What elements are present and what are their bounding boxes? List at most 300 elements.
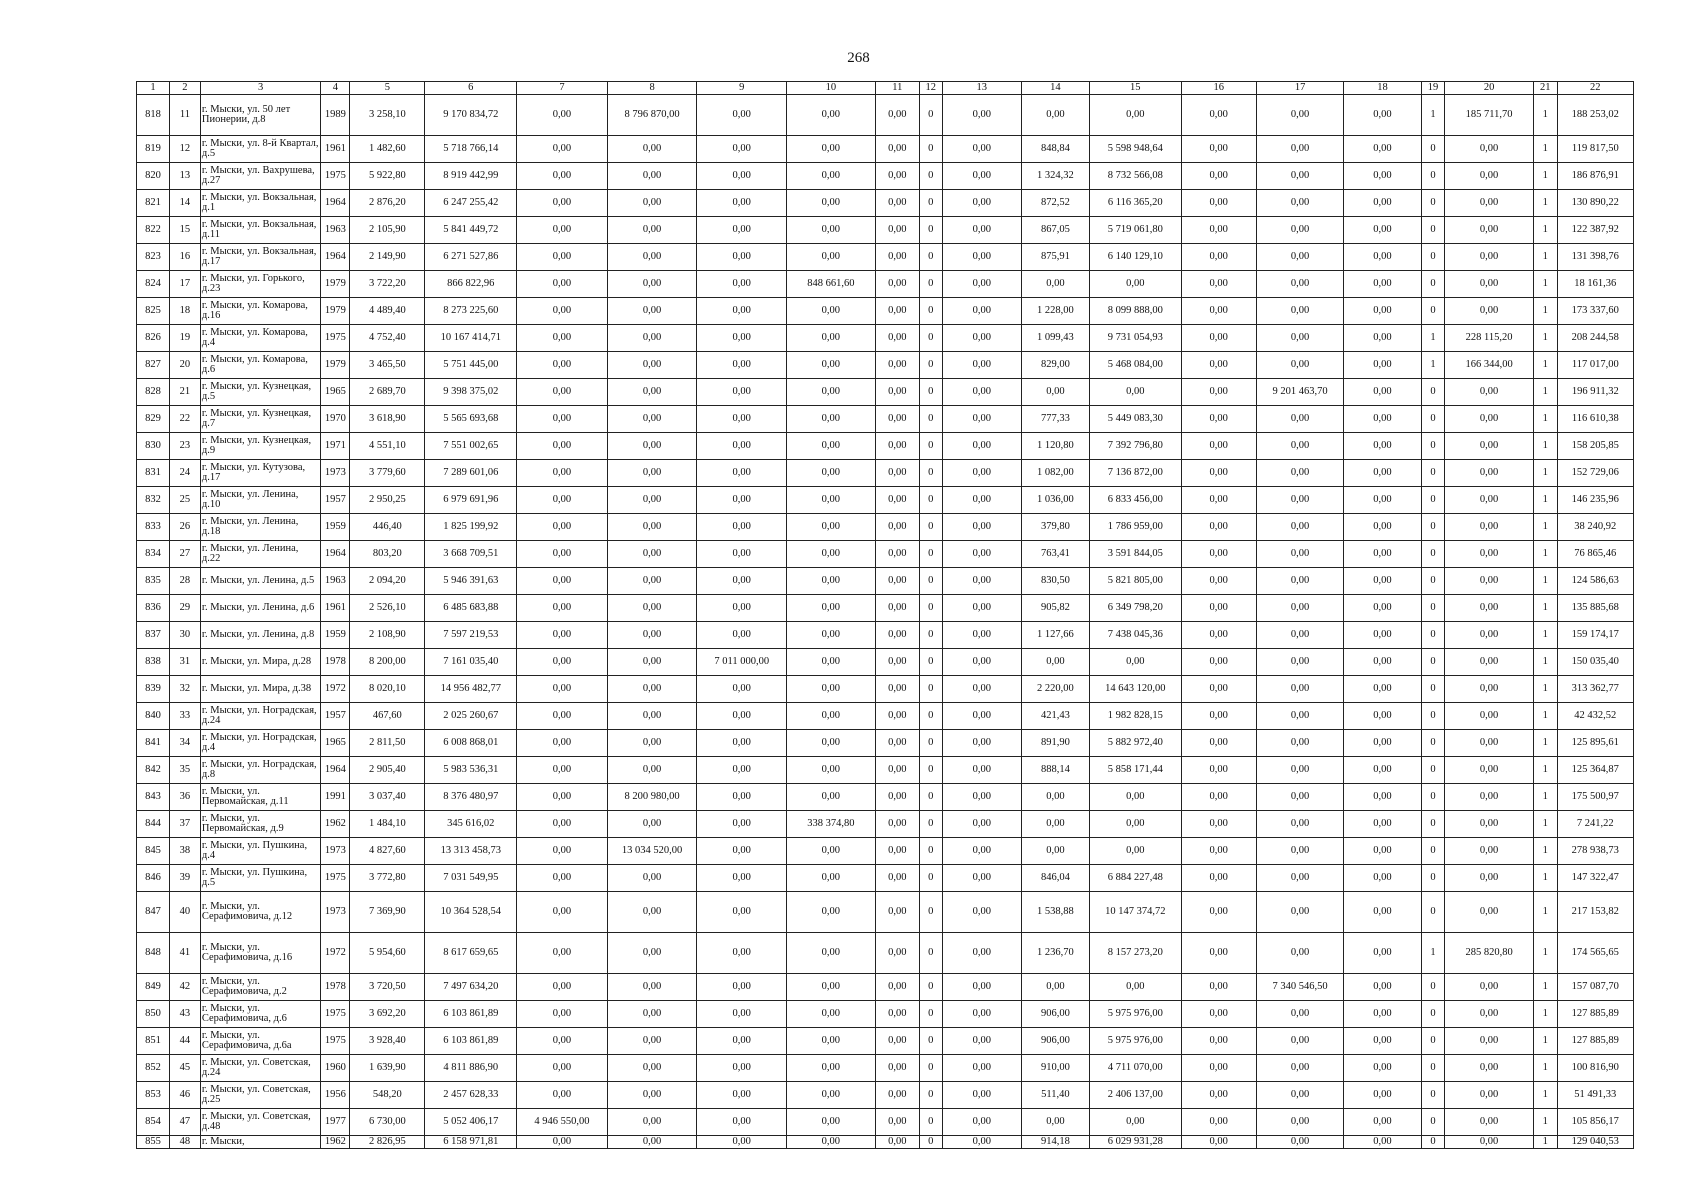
cell-col-16: 0,00 bbox=[1181, 433, 1256, 460]
cell-col-22: 158 205,85 bbox=[1557, 433, 1633, 460]
cell-col-1: 854 bbox=[137, 1109, 170, 1136]
cell-col-6: 6 103 861,89 bbox=[425, 1028, 517, 1055]
cell-col-2: 29 bbox=[169, 595, 200, 622]
cell-col-1: 836 bbox=[137, 595, 170, 622]
cell-col-22: 186 876,91 bbox=[1557, 163, 1633, 190]
cell-col-2: 26 bbox=[169, 514, 200, 541]
cell-col-22: 131 398,76 bbox=[1557, 244, 1633, 271]
cell-col-5: 3 037,40 bbox=[350, 784, 425, 811]
cell-col-12: 0 bbox=[919, 514, 942, 541]
cell-col-8: 0,00 bbox=[607, 460, 697, 487]
cell-col-10: 0,00 bbox=[787, 784, 876, 811]
cell-col-1: 835 bbox=[137, 568, 170, 595]
column-number-21: 21 bbox=[1533, 82, 1557, 95]
cell-col-20: 185 711,70 bbox=[1445, 95, 1534, 136]
cell-col-8: 0,00 bbox=[607, 974, 697, 1001]
table-row bbox=[137, 1055, 1634, 1082]
table-row bbox=[137, 95, 1634, 136]
cell-col-20: 0,00 bbox=[1445, 244, 1534, 271]
cell-col-19: 0 bbox=[1421, 676, 1445, 703]
cell-col-21: 1 bbox=[1533, 460, 1557, 487]
cell-col-15: 6 349 798,20 bbox=[1089, 595, 1181, 622]
cell-col-5: 2 526,10 bbox=[350, 595, 425, 622]
cell-col-12: 0 bbox=[919, 703, 942, 730]
cell-col-15: 3 591 844,05 bbox=[1089, 541, 1181, 568]
cell-col-9: 0,00 bbox=[697, 1028, 787, 1055]
cell-col-21: 1 bbox=[1533, 865, 1557, 892]
cell-col-21: 1 bbox=[1533, 1001, 1557, 1028]
cell-col-9: 0,00 bbox=[697, 271, 787, 298]
cell-col-4: 1956 bbox=[321, 1082, 350, 1109]
cell-col-15: 5 858 171,44 bbox=[1089, 757, 1181, 784]
cell-col-10: 0,00 bbox=[787, 595, 876, 622]
cell-col-18: 0,00 bbox=[1344, 1001, 1421, 1028]
cell-col-5: 1 484,10 bbox=[350, 811, 425, 838]
cell-col-13: 0,00 bbox=[942, 838, 1021, 865]
cell-col-6: 5 052 406,17 bbox=[425, 1109, 517, 1136]
cell-col-19: 0 bbox=[1421, 379, 1445, 406]
cell-col-15: 8 157 273,20 bbox=[1089, 933, 1181, 974]
cell-col-11: 0,00 bbox=[875, 974, 919, 1001]
cell-col-18: 0,00 bbox=[1344, 649, 1421, 676]
cell-col-13: 0,00 bbox=[942, 379, 1021, 406]
table-row bbox=[137, 487, 1634, 514]
column-number-16: 16 bbox=[1181, 82, 1256, 95]
cell-col-5: 2 149,90 bbox=[350, 244, 425, 271]
cell-col-21: 1 bbox=[1533, 730, 1557, 757]
cell-col-18: 0,00 bbox=[1344, 298, 1421, 325]
cell-col-8: 0,00 bbox=[607, 811, 697, 838]
cell-col-5: 2 094,20 bbox=[350, 568, 425, 595]
address-cell: г. Мыски, ул. Кузнецкая, д.5 bbox=[200, 379, 321, 406]
cell-col-16: 0,00 bbox=[1181, 933, 1256, 974]
table-row bbox=[137, 703, 1634, 730]
cell-col-21: 1 bbox=[1533, 271, 1557, 298]
cell-col-9: 0,00 bbox=[697, 244, 787, 271]
cell-col-17: 0,00 bbox=[1256, 1001, 1344, 1028]
cell-col-1: 851 bbox=[137, 1028, 170, 1055]
cell-col-9: 0,00 bbox=[697, 487, 787, 514]
cell-col-8: 0,00 bbox=[607, 298, 697, 325]
cell-col-10: 0,00 bbox=[787, 1001, 876, 1028]
cell-col-20: 0,00 bbox=[1445, 190, 1534, 217]
cell-col-5: 3 779,60 bbox=[350, 460, 425, 487]
cell-col-4: 1979 bbox=[321, 352, 350, 379]
column-number-2: 2 bbox=[169, 82, 200, 95]
cell-col-1: 852 bbox=[137, 1055, 170, 1082]
cell-col-12: 0 bbox=[919, 352, 942, 379]
cell-col-10: 0,00 bbox=[787, 217, 876, 244]
cell-col-7: 0,00 bbox=[517, 595, 608, 622]
cell-col-15: 6 029 931,28 bbox=[1089, 1136, 1181, 1149]
cell-col-17: 0,00 bbox=[1256, 487, 1344, 514]
cell-col-6: 6 008 868,01 bbox=[425, 730, 517, 757]
table-row bbox=[137, 892, 1634, 933]
cell-col-6: 7 597 219,53 bbox=[425, 622, 517, 649]
address-cell: г. Мыски, ул. Кузнецкая, д.7 bbox=[200, 406, 321, 433]
cell-col-13: 0,00 bbox=[942, 217, 1021, 244]
cell-col-22: 119 817,50 bbox=[1557, 136, 1633, 163]
cell-col-15: 7 438 045,36 bbox=[1089, 622, 1181, 649]
column-number-19: 19 bbox=[1421, 82, 1445, 95]
cell-col-13: 0,00 bbox=[942, 352, 1021, 379]
cell-col-17: 0,00 bbox=[1256, 568, 1344, 595]
cell-col-2: 41 bbox=[169, 933, 200, 974]
cell-col-16: 0,00 bbox=[1181, 352, 1256, 379]
cell-col-13: 0,00 bbox=[942, 1055, 1021, 1082]
cell-col-5: 4 551,10 bbox=[350, 433, 425, 460]
cell-col-16: 0,00 bbox=[1181, 784, 1256, 811]
cell-col-19: 0 bbox=[1421, 838, 1445, 865]
cell-col-2: 42 bbox=[169, 974, 200, 1001]
cell-col-20: 0,00 bbox=[1445, 514, 1534, 541]
cell-col-10: 0,00 bbox=[787, 649, 876, 676]
cell-col-12: 0 bbox=[919, 838, 942, 865]
cell-col-10: 0,00 bbox=[787, 1055, 876, 1082]
cell-col-6: 8 273 225,60 bbox=[425, 298, 517, 325]
cell-col-19: 0 bbox=[1421, 974, 1445, 1001]
cell-col-18: 0,00 bbox=[1344, 163, 1421, 190]
cell-col-5: 803,20 bbox=[350, 541, 425, 568]
table-row bbox=[137, 271, 1634, 298]
cell-col-11: 0,00 bbox=[875, 649, 919, 676]
cell-col-1: 841 bbox=[137, 730, 170, 757]
cell-col-12: 0 bbox=[919, 1028, 942, 1055]
cell-col-15: 9 731 054,93 bbox=[1089, 325, 1181, 352]
cell-col-5: 446,40 bbox=[350, 514, 425, 541]
cell-col-10: 338 374,80 bbox=[787, 811, 876, 838]
cell-col-2: 13 bbox=[169, 163, 200, 190]
address-cell: г. Мыски, ул. Горького, д.23 bbox=[200, 271, 321, 298]
cell-col-20: 166 344,00 bbox=[1445, 352, 1534, 379]
cell-col-11: 0,00 bbox=[875, 541, 919, 568]
cell-col-12: 0 bbox=[919, 568, 942, 595]
cell-col-7: 0,00 bbox=[517, 649, 608, 676]
cell-col-2: 21 bbox=[169, 379, 200, 406]
cell-col-1: 823 bbox=[137, 244, 170, 271]
cell-col-18: 0,00 bbox=[1344, 433, 1421, 460]
cell-col-22: 125 895,61 bbox=[1557, 730, 1633, 757]
cell-col-8: 0,00 bbox=[607, 406, 697, 433]
cell-col-20: 0,00 bbox=[1445, 649, 1534, 676]
cell-col-15: 0,00 bbox=[1089, 271, 1181, 298]
cell-col-5: 3 722,20 bbox=[350, 271, 425, 298]
cell-col-7: 0,00 bbox=[517, 487, 608, 514]
cell-col-18: 0,00 bbox=[1344, 352, 1421, 379]
cell-col-18: 0,00 bbox=[1344, 541, 1421, 568]
cell-col-2: 46 bbox=[169, 1082, 200, 1109]
cell-col-7: 0,00 bbox=[517, 379, 608, 406]
cell-col-10: 0,00 bbox=[787, 703, 876, 730]
cell-col-5: 467,60 bbox=[350, 703, 425, 730]
cell-col-21: 1 bbox=[1533, 1028, 1557, 1055]
cell-col-18: 0,00 bbox=[1344, 974, 1421, 1001]
cell-col-8: 0,00 bbox=[607, 703, 697, 730]
cell-col-15: 5 975 976,00 bbox=[1089, 1028, 1181, 1055]
cell-col-19: 0 bbox=[1421, 1001, 1445, 1028]
cell-col-21: 1 bbox=[1533, 298, 1557, 325]
cell-col-12: 0 bbox=[919, 190, 942, 217]
cell-col-22: 100 816,90 bbox=[1557, 1055, 1633, 1082]
cell-col-12: 0 bbox=[919, 622, 942, 649]
cell-col-2: 47 bbox=[169, 1109, 200, 1136]
address-cell: г. Мыски, ул. Серафимовича, д.16 bbox=[200, 933, 321, 974]
cell-col-7: 0,00 bbox=[517, 974, 608, 1001]
cell-col-15: 5 468 084,00 bbox=[1089, 352, 1181, 379]
cell-col-12: 0 bbox=[919, 933, 942, 974]
cell-col-8: 0,00 bbox=[607, 595, 697, 622]
cell-col-16: 0,00 bbox=[1181, 1082, 1256, 1109]
cell-col-12: 0 bbox=[919, 217, 942, 244]
cell-col-13: 0,00 bbox=[942, 298, 1021, 325]
cell-col-6: 2 025 260,67 bbox=[425, 703, 517, 730]
cell-col-9: 0,00 bbox=[697, 865, 787, 892]
cell-col-13: 0,00 bbox=[942, 649, 1021, 676]
cell-col-16: 0,00 bbox=[1181, 1001, 1256, 1028]
cell-col-13: 0,00 bbox=[942, 271, 1021, 298]
cell-col-15: 1 982 828,15 bbox=[1089, 703, 1181, 730]
address-cell: г. Мыски, ул. Комарова, д.16 bbox=[200, 298, 321, 325]
cell-col-9: 0,00 bbox=[697, 406, 787, 433]
cell-col-1: 834 bbox=[137, 541, 170, 568]
cell-col-15: 6 884 227,48 bbox=[1089, 865, 1181, 892]
cell-col-12: 0 bbox=[919, 1001, 942, 1028]
cell-col-5: 3 258,10 bbox=[350, 95, 425, 136]
cell-col-14: 848,84 bbox=[1021, 136, 1089, 163]
cell-col-22: 208 244,58 bbox=[1557, 325, 1633, 352]
cell-col-20: 0,00 bbox=[1445, 1082, 1534, 1109]
cell-col-21: 1 bbox=[1533, 1082, 1557, 1109]
cell-col-9: 0,00 bbox=[697, 298, 787, 325]
cell-col-18: 0,00 bbox=[1344, 244, 1421, 271]
table-row bbox=[137, 974, 1634, 1001]
cell-col-1: 822 bbox=[137, 217, 170, 244]
cell-col-19: 0 bbox=[1421, 433, 1445, 460]
cell-col-17: 0,00 bbox=[1256, 514, 1344, 541]
cell-col-20: 0,00 bbox=[1445, 974, 1534, 1001]
column-number-6: 6 bbox=[425, 82, 517, 95]
cell-col-22: 147 322,47 bbox=[1557, 865, 1633, 892]
cell-col-14: 906,00 bbox=[1021, 1001, 1089, 1028]
cell-col-17: 9 201 463,70 bbox=[1256, 379, 1344, 406]
cell-col-7: 0,00 bbox=[517, 163, 608, 190]
cell-col-10: 0,00 bbox=[787, 730, 876, 757]
cell-col-17: 0,00 bbox=[1256, 649, 1344, 676]
cell-col-1: 848 bbox=[137, 933, 170, 974]
cell-col-13: 0,00 bbox=[942, 676, 1021, 703]
cell-col-12: 0 bbox=[919, 95, 942, 136]
cell-col-20: 0,00 bbox=[1445, 271, 1534, 298]
cell-col-15: 0,00 bbox=[1089, 811, 1181, 838]
cell-col-16: 0,00 bbox=[1181, 838, 1256, 865]
cell-col-6: 6 979 691,96 bbox=[425, 487, 517, 514]
cell-col-21: 1 bbox=[1533, 136, 1557, 163]
cell-col-6: 8 617 659,65 bbox=[425, 933, 517, 974]
cell-col-16: 0,00 bbox=[1181, 190, 1256, 217]
cell-col-11: 0,00 bbox=[875, 271, 919, 298]
cell-col-21: 1 bbox=[1533, 433, 1557, 460]
column-number-5: 5 bbox=[350, 82, 425, 95]
cell-col-8: 13 034 520,00 bbox=[607, 838, 697, 865]
cell-col-11: 0,00 bbox=[875, 730, 919, 757]
cell-col-17: 0,00 bbox=[1256, 933, 1344, 974]
cell-col-15: 5 975 976,00 bbox=[1089, 1001, 1181, 1028]
table-row bbox=[137, 784, 1634, 811]
cell-col-14: 1 127,66 bbox=[1021, 622, 1089, 649]
cell-col-12: 0 bbox=[919, 433, 942, 460]
cell-col-4: 1975 bbox=[321, 1028, 350, 1055]
cell-col-19: 0 bbox=[1421, 136, 1445, 163]
cell-col-17: 0,00 bbox=[1256, 865, 1344, 892]
cell-col-1: 838 bbox=[137, 649, 170, 676]
cell-col-11: 0,00 bbox=[875, 460, 919, 487]
cell-col-9: 0,00 bbox=[697, 1109, 787, 1136]
cell-col-10: 0,00 bbox=[787, 757, 876, 784]
address-cell: г. Мыски, ул. Мира, д.38 bbox=[200, 676, 321, 703]
table-row bbox=[137, 811, 1634, 838]
cell-col-21: 1 bbox=[1533, 487, 1557, 514]
cell-col-15: 7 392 796,80 bbox=[1089, 433, 1181, 460]
cell-col-14: 1 036,00 bbox=[1021, 487, 1089, 514]
cell-col-17: 0,00 bbox=[1256, 595, 1344, 622]
cell-col-4: 1957 bbox=[321, 703, 350, 730]
cell-col-6: 866 822,96 bbox=[425, 271, 517, 298]
cell-col-1: 842 bbox=[137, 757, 170, 784]
cell-col-20: 0,00 bbox=[1445, 1028, 1534, 1055]
cell-col-9: 0,00 bbox=[697, 730, 787, 757]
cell-col-7: 0,00 bbox=[517, 244, 608, 271]
cell-col-6: 7 289 601,06 bbox=[425, 460, 517, 487]
cell-col-5: 2 876,20 bbox=[350, 190, 425, 217]
address-cell: г. Мыски, ул. Серафимовича, д.6а bbox=[200, 1028, 321, 1055]
cell-col-14: 1 538,88 bbox=[1021, 892, 1089, 933]
cell-col-2: 15 bbox=[169, 217, 200, 244]
cell-col-9: 0,00 bbox=[697, 541, 787, 568]
cell-col-14: 830,50 bbox=[1021, 568, 1089, 595]
cell-col-7: 0,00 bbox=[517, 730, 608, 757]
cell-col-4: 1979 bbox=[321, 298, 350, 325]
cell-col-13: 0,00 bbox=[942, 487, 1021, 514]
cell-col-21: 1 bbox=[1533, 541, 1557, 568]
cell-col-20: 285 820,80 bbox=[1445, 933, 1534, 974]
cell-col-10: 0,00 bbox=[787, 974, 876, 1001]
cell-col-8: 0,00 bbox=[607, 730, 697, 757]
cell-col-14: 1 082,00 bbox=[1021, 460, 1089, 487]
cell-col-18: 0,00 bbox=[1344, 325, 1421, 352]
cell-col-1: 829 bbox=[137, 406, 170, 433]
cell-col-4: 1978 bbox=[321, 649, 350, 676]
cell-col-17: 0,00 bbox=[1256, 433, 1344, 460]
cell-col-18: 0,00 bbox=[1344, 271, 1421, 298]
cell-col-21: 1 bbox=[1533, 933, 1557, 974]
cell-col-20: 0,00 bbox=[1445, 487, 1534, 514]
table-row bbox=[137, 190, 1634, 217]
cell-col-9: 0,00 bbox=[697, 622, 787, 649]
table-row bbox=[137, 163, 1634, 190]
cell-col-7: 0,00 bbox=[517, 1082, 608, 1109]
cell-col-13: 0,00 bbox=[942, 244, 1021, 271]
cell-col-19: 0 bbox=[1421, 784, 1445, 811]
cell-col-9: 0,00 bbox=[697, 784, 787, 811]
cell-col-19: 0 bbox=[1421, 1028, 1445, 1055]
cell-col-10: 0,00 bbox=[787, 1028, 876, 1055]
cell-col-16: 0,00 bbox=[1181, 271, 1256, 298]
cell-col-22: 125 364,87 bbox=[1557, 757, 1633, 784]
cell-col-4: 1962 bbox=[321, 811, 350, 838]
cell-col-22: 127 885,89 bbox=[1557, 1028, 1633, 1055]
cell-col-22: 175 500,97 bbox=[1557, 784, 1633, 811]
table-row bbox=[137, 622, 1634, 649]
table-row bbox=[137, 1028, 1634, 1055]
cell-col-11: 0,00 bbox=[875, 595, 919, 622]
cell-col-18: 0,00 bbox=[1344, 703, 1421, 730]
cell-col-21: 1 bbox=[1533, 1136, 1557, 1149]
cell-col-7: 0,00 bbox=[517, 514, 608, 541]
column-number-12: 12 bbox=[919, 82, 942, 95]
address-cell: г. Мыски, ул. Ноградская, д.4 bbox=[200, 730, 321, 757]
cell-col-4: 1965 bbox=[321, 379, 350, 406]
cell-col-22: 135 885,68 bbox=[1557, 595, 1633, 622]
address-cell: г. Мыски, ул. Вокзальная, д.17 bbox=[200, 244, 321, 271]
cell-col-15: 0,00 bbox=[1089, 784, 1181, 811]
cell-col-12: 0 bbox=[919, 892, 942, 933]
cell-col-8: 0,00 bbox=[607, 933, 697, 974]
cell-col-22: 217 153,82 bbox=[1557, 892, 1633, 933]
cell-col-1: 820 bbox=[137, 163, 170, 190]
cell-col-11: 0,00 bbox=[875, 433, 919, 460]
cell-col-4: 1975 bbox=[321, 865, 350, 892]
cell-col-19: 0 bbox=[1421, 811, 1445, 838]
cell-col-9: 7 011 000,00 bbox=[697, 649, 787, 676]
cell-col-19: 0 bbox=[1421, 514, 1445, 541]
cell-col-21: 1 bbox=[1533, 163, 1557, 190]
address-cell: г. Мыски, ул. Пушкина, д.5 bbox=[200, 865, 321, 892]
cell-col-2: 22 bbox=[169, 406, 200, 433]
buildings-table bbox=[136, 81, 1634, 1149]
cell-col-22: 150 035,40 bbox=[1557, 649, 1633, 676]
cell-col-22: 105 856,17 bbox=[1557, 1109, 1633, 1136]
cell-col-17: 0,00 bbox=[1256, 1109, 1344, 1136]
cell-col-9: 0,00 bbox=[697, 974, 787, 1001]
cell-col-4: 1975 bbox=[321, 163, 350, 190]
cell-col-14: 0,00 bbox=[1021, 784, 1089, 811]
cell-col-1: 844 bbox=[137, 811, 170, 838]
cell-col-14: 829,00 bbox=[1021, 352, 1089, 379]
column-number-1: 1 bbox=[137, 82, 170, 95]
cell-col-10: 0,00 bbox=[787, 190, 876, 217]
cell-col-11: 0,00 bbox=[875, 298, 919, 325]
cell-col-1: 826 bbox=[137, 325, 170, 352]
cell-col-17: 0,00 bbox=[1256, 190, 1344, 217]
cell-col-4: 1961 bbox=[321, 136, 350, 163]
cell-col-19: 0 bbox=[1421, 1055, 1445, 1082]
cell-col-11: 0,00 bbox=[875, 676, 919, 703]
column-number-3: 3 bbox=[200, 82, 321, 95]
cell-col-16: 0,00 bbox=[1181, 136, 1256, 163]
cell-col-2: 35 bbox=[169, 757, 200, 784]
cell-col-20: 0,00 bbox=[1445, 541, 1534, 568]
cell-col-20: 0,00 bbox=[1445, 1109, 1534, 1136]
cell-col-14: 905,82 bbox=[1021, 595, 1089, 622]
cell-col-20: 0,00 bbox=[1445, 595, 1534, 622]
cell-col-4: 1975 bbox=[321, 1001, 350, 1028]
cell-col-13: 0,00 bbox=[942, 325, 1021, 352]
cell-col-8: 0,00 bbox=[607, 514, 697, 541]
cell-col-11: 0,00 bbox=[875, 622, 919, 649]
cell-col-22: 122 387,92 bbox=[1557, 217, 1633, 244]
cell-col-21: 1 bbox=[1533, 649, 1557, 676]
cell-col-16: 0,00 bbox=[1181, 865, 1256, 892]
